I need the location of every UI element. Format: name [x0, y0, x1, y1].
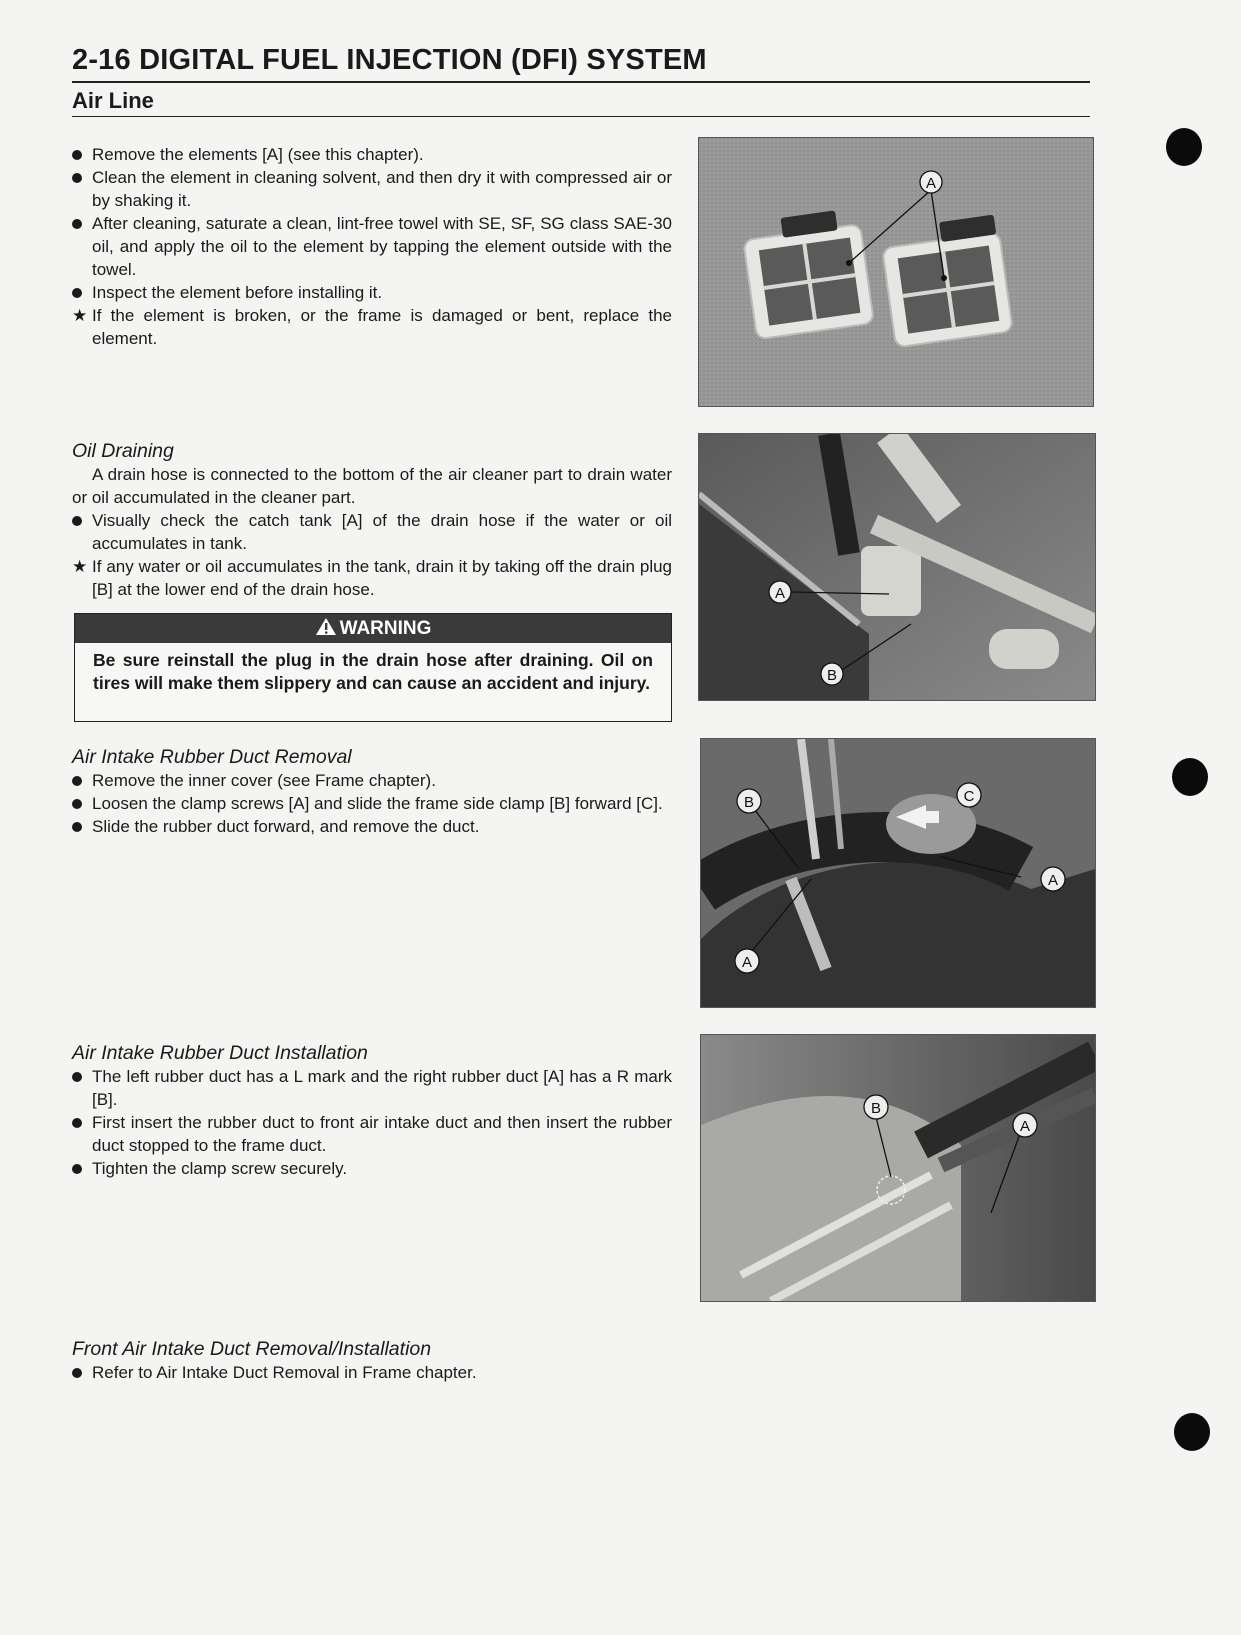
list-item: Slide the rubber duct forward, and remove the duct.	[72, 815, 672, 838]
callout-label: A	[741, 954, 753, 971]
photo-air-cleaner-elements	[698, 137, 1094, 407]
subsection-title: Air Intake Rubber Duct Removal	[72, 746, 352, 768]
bullet-icon	[72, 150, 82, 160]
paragraph: A drain hose is connected to the bottom of the air cleaner part to drain water or oil accumulated in the cleaner part.	[72, 465, 672, 507]
callout-label: A	[1019, 1118, 1031, 1135]
star-icon: ★	[72, 557, 88, 576]
duct-installation-section	[72, 1041, 672, 1180]
photo-catch-tank	[698, 433, 1096, 701]
element-cleaning-section	[72, 143, 672, 350]
subsection-title: Front Air Intake Duct Removal/Installation	[72, 1338, 432, 1360]
list-item: The left rubber duct has a L mark and the right rubber duct [A] has a R mark [B].	[72, 1065, 672, 1111]
subsection-title: Oil Draining	[72, 440, 174, 462]
bullet-icon	[72, 219, 82, 229]
bullet-icon	[72, 1118, 82, 1128]
warning-text: Be sure reinstall the plug in the drain hose after draining. Oil on tires will make them slippery and can cause an accident and injury.	[93, 650, 653, 693]
bullet-icon	[72, 173, 82, 183]
callout-label: C	[963, 788, 975, 805]
list-item: Loosen the clamp screws [A] and slide the frame side clamp [B] forward [C].	[72, 792, 672, 815]
binder-hole	[1172, 758, 1208, 796]
list-item: ★ If any water or oil accumulates in the tank, drain it by taking off the drain plug [B] at the lower end of the drain hose.	[72, 557, 672, 599]
binder-hole	[1166, 128, 1202, 166]
bullet-icon	[72, 822, 82, 832]
header-rule	[72, 81, 1090, 83]
list-item: After cleaning, saturate a clean, lint-free towel with SE, SF, SG class SAE-30 oil, and apply the oil to the element by tapping the element outside with the towel.	[72, 212, 672, 281]
list-item: Clean the element in cleaning solvent, and then dry it with compressed air or by shaking it.	[72, 166, 672, 212]
list-item: First insert the rubber duct to front air intake duct and then insert the rubber duct stopped to the frame duct.	[72, 1111, 672, 1157]
warning-header: WARNING	[75, 614, 671, 643]
oil-draining-section	[72, 439, 672, 601]
list-item: Tighten the clamp screw securely.	[72, 1157, 672, 1180]
list-item: Visually check the catch tank [A] of the drain hose if the water or oil accumulates in tank.	[72, 509, 672, 555]
callout-label: B	[743, 794, 755, 811]
duct-removal-section	[72, 745, 672, 838]
callout-label: A	[774, 585, 786, 602]
bullet-icon	[72, 516, 82, 526]
photo-duct-installation	[700, 1034, 1096, 1302]
section-title: Air Line	[72, 88, 154, 113]
bullet-icon	[72, 1072, 82, 1082]
bullet-icon	[72, 1368, 82, 1378]
bullet-icon	[72, 1164, 82, 1174]
list-item: Refer to Air Intake Duct Removal in Frame chapter.	[72, 1361, 672, 1384]
callout-label: A	[925, 175, 937, 192]
bullet-icon	[72, 799, 82, 809]
bullet-icon	[72, 776, 82, 786]
photo-duct-removal	[700, 738, 1096, 1008]
section-rule	[72, 116, 1090, 117]
binder-hole	[1174, 1413, 1210, 1451]
list-item: Remove the elements [A] (see this chapter).	[72, 143, 672, 166]
callout-label: B	[870, 1100, 882, 1117]
list-item: Remove the inner cover (see Frame chapter).	[72, 769, 672, 792]
bullet-icon	[72, 288, 82, 298]
callout-label: B	[826, 667, 838, 684]
subsection-title: Air Intake Rubber Duct Installation	[72, 1042, 368, 1064]
page-title: 2-16 DIGITAL FUEL INJECTION (DFI) SYSTEM	[72, 44, 707, 76]
callout-label: A	[1047, 872, 1059, 889]
warning-box	[74, 613, 672, 722]
star-icon: ★	[72, 306, 88, 325]
front-duct-section	[72, 1337, 672, 1384]
list-item: Inspect the element before installing it.	[72, 281, 672, 304]
list-item: ★ If the element is broken, or the frame is damaged or bent, replace the element.	[72, 306, 672, 348]
warning-triangle-icon	[315, 617, 337, 636]
